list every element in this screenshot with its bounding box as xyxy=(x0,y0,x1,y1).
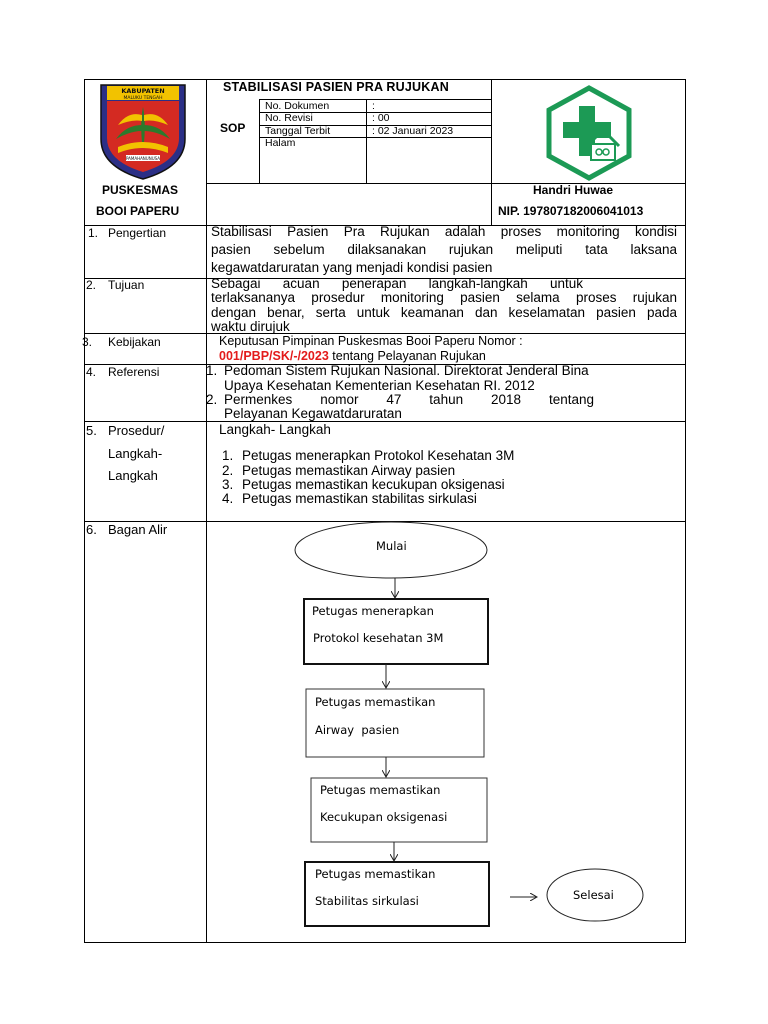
section-num-3: 3. xyxy=(82,335,93,349)
referensi-num-0: 1. xyxy=(206,363,218,378)
flow-end-label: Selesai xyxy=(573,888,614,902)
section-num-2: 2. xyxy=(86,278,97,292)
flow-box-2-line1: Petugas memastikan xyxy=(320,783,441,797)
page-title: STABILISASI PASIEN PRA RUJUKAN xyxy=(223,80,449,94)
referensi-num-1: 2. xyxy=(206,392,218,407)
doc-field-label-1: No. Revisi xyxy=(265,112,313,124)
referensi-item-1-line1: Permenkes nomor 47 tahun 2018 tentang xyxy=(224,392,594,407)
flow-box-1-line2: Airway pasien xyxy=(315,723,400,737)
pengertian-line-1: pasien sebelum dilaksanakan rujukan meliputi tata laksana xyxy=(211,242,677,257)
org-name-line2: BOOI PAPERU xyxy=(96,204,180,218)
section-num-4: 4. xyxy=(86,365,97,379)
logo-sub-text: MALUKU TENGAH xyxy=(123,96,163,101)
step-text-3: Petugas memastikan stabilitas sirkulasi xyxy=(242,491,477,506)
tujuan-line-2: dengan benar, serta untuk keamanan dan keselamatan pasien pada xyxy=(211,305,677,320)
head-name: Handri Huwae xyxy=(533,183,614,197)
flow-start-label: Mulai xyxy=(376,539,407,553)
referensi-item-0-line2: Upaya Kesehatan Kementerian Kesehatan RI. 2012 xyxy=(224,378,535,393)
section-label-tujuan: Tujuan xyxy=(108,278,145,292)
step-text-1: Petugas memastikan Airway pasien xyxy=(242,463,456,478)
step-text-2: Petugas memastikan kecukupan oksigenasi xyxy=(242,477,505,492)
kebijakan-line1: Keputusan Pimpinan Puskesmas Booi Paperu Nomor : xyxy=(219,334,523,348)
prosedur-label-1: Langkah- xyxy=(108,446,163,461)
section-num-1: 1. xyxy=(88,226,99,240)
doc-field-value-0: : xyxy=(372,100,375,112)
prosedur-label-0: Prosedur/ xyxy=(108,423,165,438)
referensi-item-1-line2: Pelayanan Kegawatdaruratan xyxy=(224,406,402,421)
doc-field-label-0: No. Dokumen xyxy=(265,100,330,112)
section-label-pengertian: Pengertian xyxy=(108,226,167,240)
doc-field-value-2: : 02 Januari 2023 xyxy=(372,125,454,137)
pengertian-line-0: Stabilisasi Pasien Pra Rujukan adalah proses monitoring kondisi xyxy=(211,224,677,239)
logo-bottom-text: PAMAHANUNUSA xyxy=(125,156,161,161)
step-num-0: 1. xyxy=(222,448,234,463)
flow-box-0-line2: Protokol kesehatan 3M xyxy=(313,631,444,645)
tujuan-line-1: terlaksananya prosedur monitoring pasien selama proses rujukan xyxy=(211,290,677,305)
sop-label: SOP xyxy=(220,121,246,135)
section-num-6: 6. xyxy=(86,522,97,537)
referensi-item-0-line1: Pedoman Sistem Rujukan Nasional. Direktorat Jenderal Bina xyxy=(224,363,589,378)
section-label-referensi: Referensi xyxy=(108,365,160,379)
flow-box-1-line1: Petugas memastikan xyxy=(315,695,436,709)
flow-box-3-line2: Stabilitas sirkulasi xyxy=(315,894,419,908)
logo-top-text: KABUPATEN xyxy=(121,87,165,95)
flow-box-0-line1: Petugas menerapkan xyxy=(312,604,434,618)
section-label-bagan: Bagan Alir xyxy=(108,522,168,537)
policy-subject: tentang Pelayanan Rujukan xyxy=(328,349,486,363)
tujuan-line-0: Sebagai acuan penerapan langkah-langkah untuk xyxy=(211,276,583,291)
doc-field-label-2: Tanggal Terbit xyxy=(265,125,331,137)
tujuan-line-3: waktu dirujuk xyxy=(211,319,290,334)
org-name-line1: PUSKESMAS xyxy=(102,183,179,197)
prosedur-heading: Langkah- Langkah xyxy=(219,422,331,437)
doc-field-label-3: Halam xyxy=(265,137,296,149)
step-num-2: 3. xyxy=(222,477,234,492)
doc-field-value-1: : 00 xyxy=(372,112,390,124)
step-num-1: 2. xyxy=(222,463,234,478)
pengertian-line-2: kegawatdaruratan yang menjadi kondisi pasien xyxy=(211,260,493,275)
step-text-0: Petugas menerapkan Protokol Kesehatan 3M xyxy=(242,448,515,463)
head-nip: NIP. 197807182006041013 xyxy=(498,204,644,218)
flow-box-3-line1: Petugas memastikan xyxy=(315,867,436,881)
section-label-kebijakan: Kebijakan xyxy=(108,335,161,349)
step-num-3: 4. xyxy=(222,491,234,506)
section-num-5: 5. xyxy=(86,423,97,438)
policy-number: 001/PBP/SK/-/2023 xyxy=(219,349,329,363)
flow-box-2-line2: Kecukupan oksigenasi xyxy=(320,810,448,824)
prosedur-label-2: Langkah xyxy=(108,468,158,483)
